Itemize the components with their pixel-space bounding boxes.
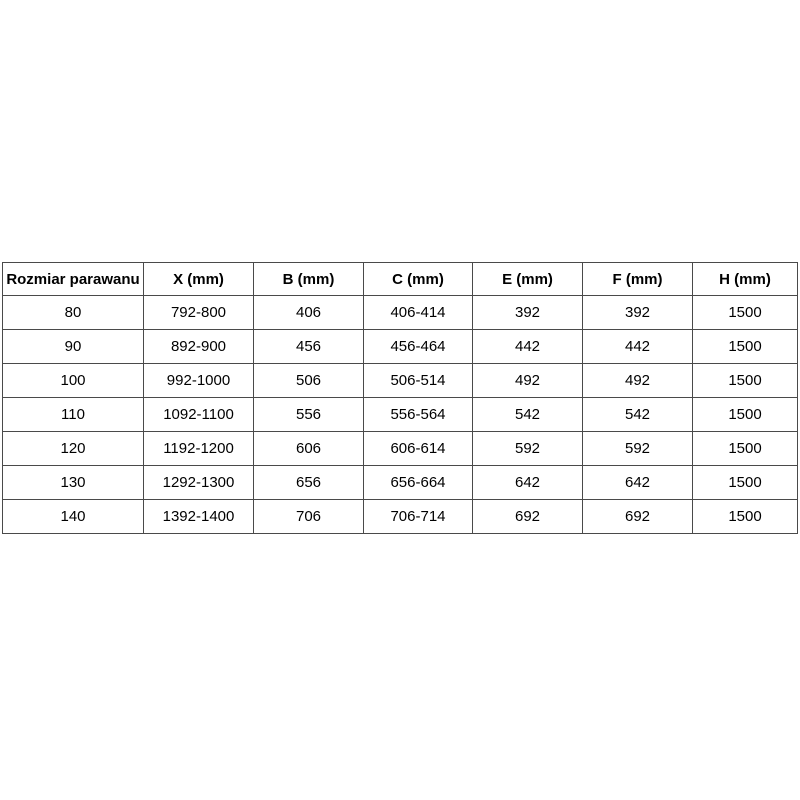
table-cell: 456-464 bbox=[364, 330, 473, 364]
table-cell: 1500 bbox=[693, 330, 798, 364]
table-cell: 592 bbox=[473, 432, 583, 466]
table-cell: 406 bbox=[254, 296, 364, 330]
table-cell: 1500 bbox=[693, 398, 798, 432]
table-cell: 456 bbox=[254, 330, 364, 364]
table-cell: 120 bbox=[3, 432, 144, 466]
table-cell: 392 bbox=[583, 296, 693, 330]
table-cell: 506 bbox=[254, 364, 364, 398]
spec-table-header bbox=[3, 263, 798, 296]
column-header: F (mm) bbox=[583, 263, 693, 296]
table-cell: 542 bbox=[473, 398, 583, 432]
table-row bbox=[3, 500, 798, 534]
table-cell: 892-900 bbox=[144, 330, 254, 364]
table-cell: 542 bbox=[583, 398, 693, 432]
table-cell: 1500 bbox=[693, 364, 798, 398]
table-row bbox=[3, 466, 798, 500]
table-cell: 506-514 bbox=[364, 364, 473, 398]
spec-table bbox=[2, 262, 798, 534]
spec-table-body bbox=[3, 296, 798, 534]
table-cell: 592 bbox=[583, 432, 693, 466]
table-cell: 792-800 bbox=[144, 296, 254, 330]
table-cell: 1192-1200 bbox=[144, 432, 254, 466]
table-cell: 1500 bbox=[693, 500, 798, 534]
column-header: Rozmiar parawanu bbox=[3, 263, 144, 296]
table-cell: 692 bbox=[473, 500, 583, 534]
table-cell: 492 bbox=[473, 364, 583, 398]
table-cell: 992-1000 bbox=[144, 364, 254, 398]
table-cell: 692 bbox=[583, 500, 693, 534]
table-cell: 80 bbox=[3, 296, 144, 330]
header-row bbox=[3, 263, 798, 296]
column-header: X (mm) bbox=[144, 263, 254, 296]
table-row bbox=[3, 296, 798, 330]
table-cell: 706-714 bbox=[364, 500, 473, 534]
table-cell: 1292-1300 bbox=[144, 466, 254, 500]
table-cell: 492 bbox=[583, 364, 693, 398]
column-header: E (mm) bbox=[473, 263, 583, 296]
table-row bbox=[3, 398, 798, 432]
table-cell: 406-414 bbox=[364, 296, 473, 330]
column-header: B (mm) bbox=[254, 263, 364, 296]
table-cell: 1500 bbox=[693, 432, 798, 466]
table-cell: 656-664 bbox=[364, 466, 473, 500]
table-cell: 706 bbox=[254, 500, 364, 534]
table-cell: 392 bbox=[473, 296, 583, 330]
column-header: C (mm) bbox=[364, 263, 473, 296]
table-cell: 442 bbox=[473, 330, 583, 364]
table-cell: 1392-1400 bbox=[144, 500, 254, 534]
table-row bbox=[3, 364, 798, 398]
table-cell: 1092-1100 bbox=[144, 398, 254, 432]
table-cell: 442 bbox=[583, 330, 693, 364]
table-cell: 90 bbox=[3, 330, 144, 364]
table-cell: 556 bbox=[254, 398, 364, 432]
spec-table-container bbox=[2, 262, 797, 534]
table-row bbox=[3, 432, 798, 466]
table-cell: 642 bbox=[583, 466, 693, 500]
table-cell: 642 bbox=[473, 466, 583, 500]
table-cell: 656 bbox=[254, 466, 364, 500]
table-cell: 556-564 bbox=[364, 398, 473, 432]
table-cell: 1500 bbox=[693, 466, 798, 500]
table-cell: 606-614 bbox=[364, 432, 473, 466]
table-cell: 606 bbox=[254, 432, 364, 466]
table-cell: 140 bbox=[3, 500, 144, 534]
column-header: H (mm) bbox=[693, 263, 798, 296]
table-cell: 130 bbox=[3, 466, 144, 500]
table-cell: 110 bbox=[3, 398, 144, 432]
table-cell: 1500 bbox=[693, 296, 798, 330]
table-row bbox=[3, 330, 798, 364]
table-cell: 100 bbox=[3, 364, 144, 398]
